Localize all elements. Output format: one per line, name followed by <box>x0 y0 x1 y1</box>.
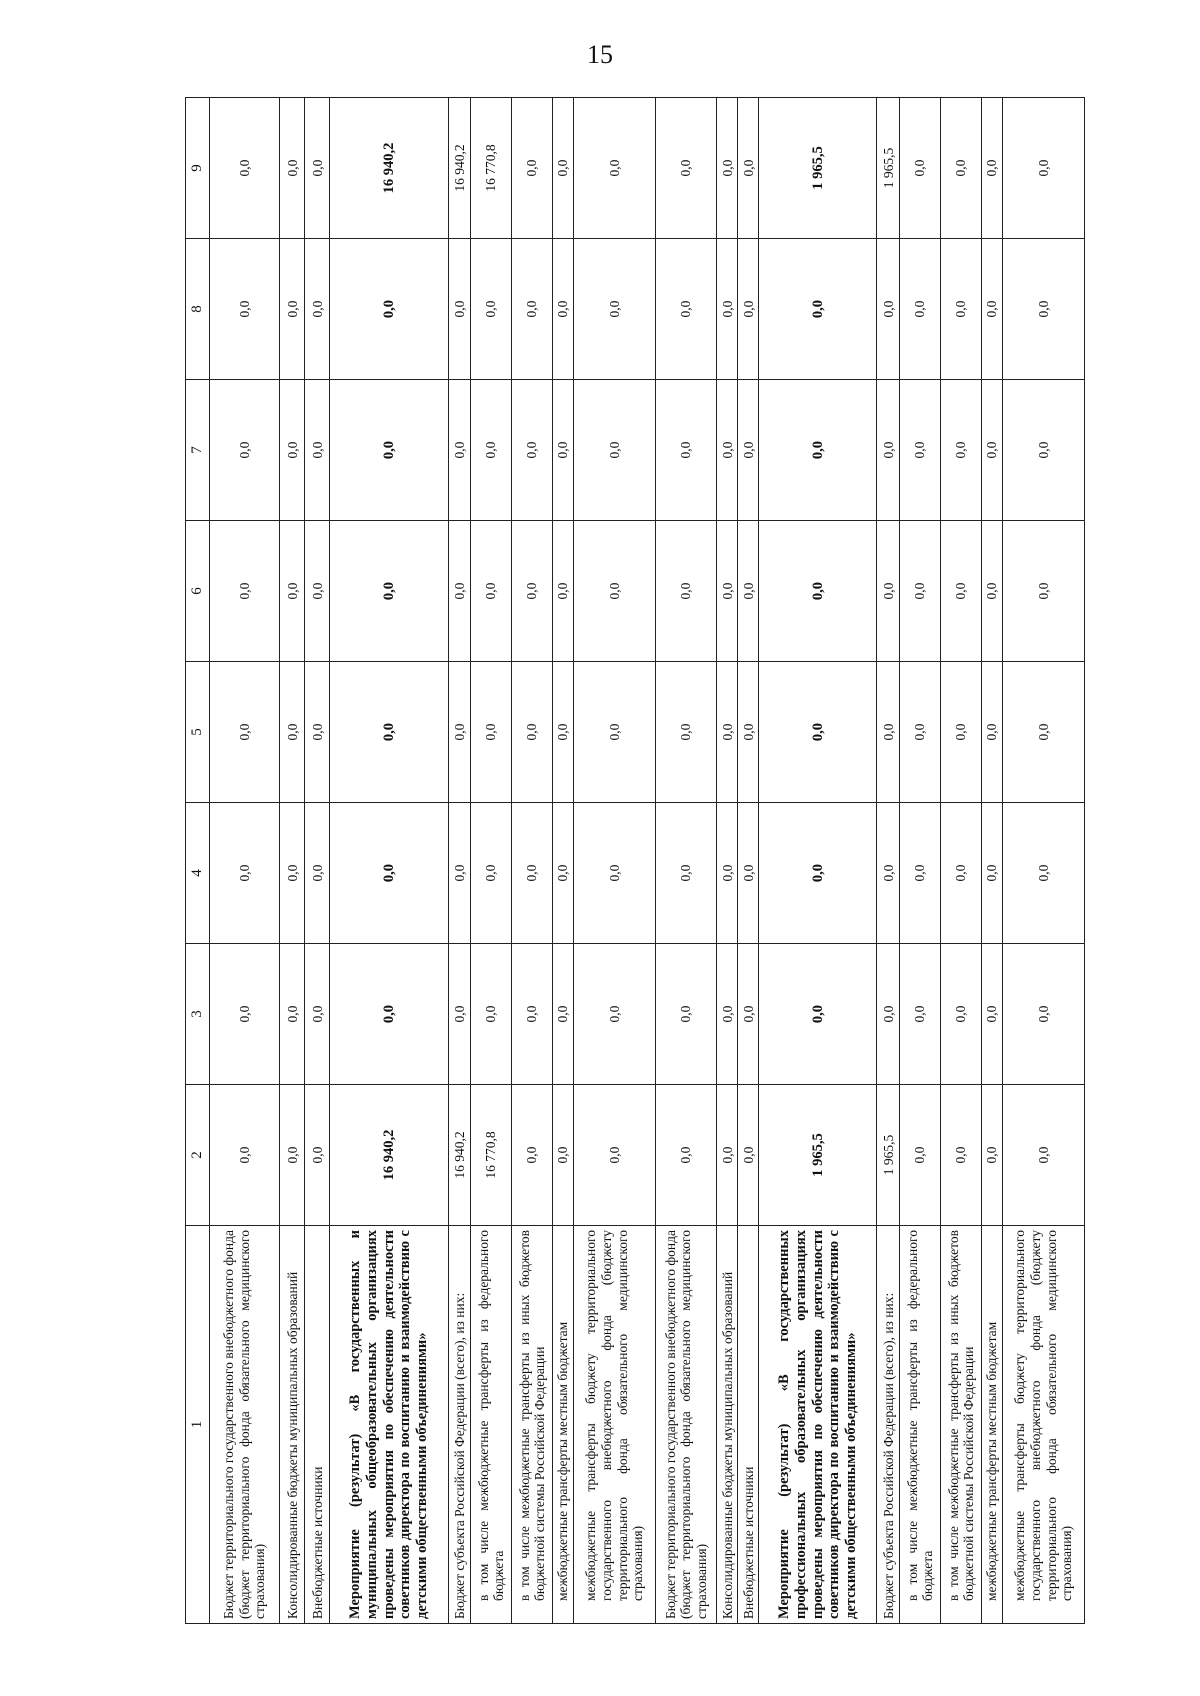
value-cell: 0,0 <box>900 944 941 1085</box>
value-cell: 16 940,2 <box>448 1085 471 1226</box>
value-cell: 16 770,8 <box>471 1085 512 1226</box>
row-label: Консолидированные бюджеты муниципальных образований <box>280 1226 305 1624</box>
header-row <box>186 98 210 1624</box>
value-cell: 0,0 <box>471 662 512 803</box>
value-cell: 0,0 <box>759 944 877 1085</box>
value-cell: 0,0 <box>900 521 941 662</box>
column-number: 2 <box>186 1085 210 1226</box>
value-cell: 0,0 <box>305 98 330 239</box>
value-cell: 0,0 <box>941 944 982 1085</box>
value-cell: 16 940,2 <box>448 98 471 239</box>
column-number: 6 <box>186 521 210 662</box>
row-label: межбюджетные трансферты местным бюджетам <box>981 1226 1002 1624</box>
value-cell: 0,0 <box>448 944 471 1085</box>
value-cell: 0,0 <box>877 239 900 380</box>
table-row <box>717 98 738 1624</box>
value-cell: 16 940,2 <box>330 98 448 239</box>
column-number: 1 <box>186 1226 210 1624</box>
value-cell: 0,0 <box>574 1085 656 1226</box>
value-cell: 0,0 <box>941 803 982 944</box>
value-cell: 0,0 <box>210 662 280 803</box>
value-cell: 0,0 <box>738 521 759 662</box>
value-cell: 0,0 <box>981 662 1002 803</box>
value-cell: 0,0 <box>280 803 305 944</box>
row-label: межбюджетные трансферты бюджету территориального государственного внебюджетного фонда (бюджету территориального фонда обязательного медицинского страхования) <box>574 1226 656 1624</box>
value-cell: 0,0 <box>280 239 305 380</box>
value-cell: 0,0 <box>738 662 759 803</box>
value-cell: 0,0 <box>717 1085 738 1226</box>
value-cell: 0,0 <box>981 521 1002 662</box>
column-number: 3 <box>186 944 210 1085</box>
value-cell: 0,0 <box>305 521 330 662</box>
row-label: Консолидированные бюджеты муниципальных образований <box>717 1226 738 1624</box>
value-cell: 0,0 <box>330 380 448 521</box>
table-row <box>448 98 471 1624</box>
row-label: межбюджетные трансферты бюджету территориального государственного внебюджетного фонда (бюджету территориального фонда обязательного медицинского страхования) <box>1003 1226 1085 1624</box>
value-cell: 0,0 <box>280 380 305 521</box>
table-row <box>655 98 716 1624</box>
table-row <box>1003 98 1085 1624</box>
value-cell: 0,0 <box>574 803 656 944</box>
value-cell: 0,0 <box>717 98 738 239</box>
value-cell: 1 965,5 <box>759 98 877 239</box>
value-cell: 0,0 <box>900 662 941 803</box>
value-cell: 0,0 <box>877 521 900 662</box>
value-cell: 0,0 <box>471 944 512 1085</box>
value-cell: 0,0 <box>512 1085 553 1226</box>
value-cell: 0,0 <box>553 1085 574 1226</box>
page-number: 15 <box>587 40 613 69</box>
value-cell: 0,0 <box>655 521 716 662</box>
row-label: Бюджет территориального государственного внебюджетного фонда (бюджет территориального фонда обязательного медицинского страхования) <box>210 1226 280 1624</box>
value-cell: 0,0 <box>738 239 759 380</box>
value-cell: 0,0 <box>210 803 280 944</box>
table-row <box>330 98 448 1624</box>
value-cell: 0,0 <box>738 98 759 239</box>
value-cell: 0,0 <box>512 803 553 944</box>
value-cell: 0,0 <box>759 803 877 944</box>
row-label: в том числе межбюджетные трансферты из федерального бюджета <box>471 1226 512 1624</box>
value-cell: 0,0 <box>574 662 656 803</box>
value-cell: 0,0 <box>759 380 877 521</box>
value-cell: 0,0 <box>738 380 759 521</box>
value-cell: 0,0 <box>574 380 656 521</box>
value-cell: 0,0 <box>330 944 448 1085</box>
value-cell: 0,0 <box>717 380 738 521</box>
value-cell: 0,0 <box>210 521 280 662</box>
value-cell: 0,0 <box>941 98 982 239</box>
value-cell: 0,0 <box>553 662 574 803</box>
value-cell: 0,0 <box>981 98 1002 239</box>
table-row <box>900 98 941 1624</box>
row-label: Мероприятие (результат) «В государственных и муниципальных общеобразовательных организациях проведены мероприятия по обеспечению деятельности советников директора по воспитанию и взаимодействию с детскими общественными объединениями» <box>330 1226 448 1624</box>
value-cell: 0,0 <box>981 803 1002 944</box>
row-label: межбюджетные трансферты местным бюджетам <box>553 1226 574 1624</box>
value-cell: 0,0 <box>280 521 305 662</box>
value-cell: 0,0 <box>877 803 900 944</box>
value-cell: 0,0 <box>900 1085 941 1226</box>
value-cell: 0,0 <box>941 380 982 521</box>
column-number: 4 <box>186 803 210 944</box>
value-cell: 0,0 <box>330 662 448 803</box>
row-label: Бюджет субъекта Российской Федерации (всего), из них: <box>877 1226 900 1624</box>
rotated-table-container <box>185 98 1085 1624</box>
value-cell: 16 770,8 <box>471 98 512 239</box>
table-row <box>512 98 553 1624</box>
value-cell: 0,0 <box>471 380 512 521</box>
value-cell: 0,0 <box>981 380 1002 521</box>
value-cell: 0,0 <box>512 380 553 521</box>
value-cell: 0,0 <box>655 98 716 239</box>
value-cell: 0,0 <box>655 944 716 1085</box>
value-cell: 0,0 <box>553 239 574 380</box>
value-cell: 1 965,5 <box>759 1085 877 1226</box>
value-cell: 0,0 <box>574 239 656 380</box>
value-cell: 0,0 <box>981 239 1002 380</box>
value-cell: 0,0 <box>1003 662 1085 803</box>
value-cell: 0,0 <box>1003 380 1085 521</box>
value-cell: 0,0 <box>1003 944 1085 1085</box>
value-cell: 0,0 <box>759 662 877 803</box>
value-cell: 0,0 <box>1003 1085 1085 1226</box>
value-cell: 0,0 <box>280 662 305 803</box>
value-cell: 0,0 <box>574 944 656 1085</box>
value-cell: 0,0 <box>512 944 553 1085</box>
value-cell: 0,0 <box>1003 239 1085 380</box>
value-cell: 0,0 <box>512 521 553 662</box>
value-cell: 0,0 <box>717 944 738 1085</box>
value-cell: 0,0 <box>877 662 900 803</box>
value-cell: 0,0 <box>759 239 877 380</box>
value-cell: 0,0 <box>941 521 982 662</box>
value-cell: 1 965,5 <box>877 98 900 239</box>
value-cell: 0,0 <box>330 239 448 380</box>
value-cell: 0,0 <box>1003 803 1085 944</box>
value-cell: 0,0 <box>900 803 941 944</box>
value-cell: 0,0 <box>448 803 471 944</box>
value-cell: 0,0 <box>759 521 877 662</box>
table-row <box>981 98 1002 1624</box>
value-cell: 0,0 <box>210 1085 280 1226</box>
value-cell: 0,0 <box>553 380 574 521</box>
value-cell: 0,0 <box>1003 98 1085 239</box>
table-row <box>738 98 759 1624</box>
value-cell: 0,0 <box>738 1085 759 1226</box>
value-cell: 0,0 <box>981 1085 1002 1226</box>
value-cell: 0,0 <box>738 803 759 944</box>
value-cell: 0,0 <box>280 1085 305 1226</box>
value-cell: 0,0 <box>941 1085 982 1226</box>
value-cell: 0,0 <box>471 239 512 380</box>
value-cell: 0,0 <box>655 239 716 380</box>
row-label: Бюджет территориального государственного внебюджетного фонда (бюджет территориального фонда обязательного медицинского страхования) <box>655 1226 716 1624</box>
value-cell: 0,0 <box>655 662 716 803</box>
value-cell: 0,0 <box>941 239 982 380</box>
budget-table <box>185 97 1085 1624</box>
value-cell: 0,0 <box>941 662 982 803</box>
value-cell: 0,0 <box>305 380 330 521</box>
value-cell: 0,0 <box>210 239 280 380</box>
value-cell: 0,0 <box>512 662 553 803</box>
value-cell: 0,0 <box>738 944 759 1085</box>
value-cell: 0,0 <box>305 1085 330 1226</box>
column-number: 7 <box>186 380 210 521</box>
value-cell: 1 965,5 <box>877 1085 900 1226</box>
value-cell: 0,0 <box>280 98 305 239</box>
value-cell: 0,0 <box>210 944 280 1085</box>
value-cell: 0,0 <box>448 662 471 803</box>
value-cell: 0,0 <box>900 98 941 239</box>
value-cell: 0,0 <box>305 944 330 1085</box>
value-cell: 0,0 <box>717 239 738 380</box>
table-row <box>471 98 512 1624</box>
value-cell: 0,0 <box>448 521 471 662</box>
value-cell: 0,0 <box>448 239 471 380</box>
value-cell: 0,0 <box>305 662 330 803</box>
value-cell: 0,0 <box>574 98 656 239</box>
value-cell: 0,0 <box>471 521 512 662</box>
value-cell: 0,0 <box>330 803 448 944</box>
value-cell: 0,0 <box>655 803 716 944</box>
row-label: в том числе межбюджетные трансферты из федерального бюджета <box>900 1226 941 1624</box>
value-cell: 0,0 <box>471 803 512 944</box>
value-cell: 0,0 <box>574 521 656 662</box>
value-cell: 0,0 <box>877 380 900 521</box>
value-cell: 0,0 <box>512 239 553 380</box>
column-number: 5 <box>186 662 210 803</box>
table-row <box>759 98 877 1624</box>
table-row <box>280 98 305 1624</box>
table-row <box>553 98 574 1624</box>
table-row <box>941 98 982 1624</box>
value-cell: 0,0 <box>717 803 738 944</box>
value-cell: 0,0 <box>448 380 471 521</box>
value-cell: 0,0 <box>330 521 448 662</box>
row-label: в том числе межбюджетные трансферты из иных бюджетов бюджетной системы Российской Федерации <box>512 1226 553 1624</box>
table-row <box>210 98 280 1624</box>
row-label: Бюджет субъекта Российской Федерации (всего), из них: <box>448 1226 471 1624</box>
value-cell: 16 940,2 <box>330 1085 448 1226</box>
table-row <box>574 98 656 1624</box>
value-cell: 0,0 <box>655 380 716 521</box>
row-label: Внебюджетные источники <box>305 1226 330 1624</box>
value-cell: 0,0 <box>512 98 553 239</box>
value-cell: 0,0 <box>717 662 738 803</box>
value-cell: 0,0 <box>1003 521 1085 662</box>
value-cell: 0,0 <box>900 239 941 380</box>
value-cell: 0,0 <box>981 944 1002 1085</box>
value-cell: 0,0 <box>877 944 900 1085</box>
column-number: 8 <box>186 239 210 380</box>
value-cell: 0,0 <box>305 239 330 380</box>
column-number: 9 <box>186 98 210 239</box>
row-label: в том числе межбюджетные трансферты из иных бюджетов бюджетной системы Российской Федерации <box>941 1226 982 1624</box>
value-cell: 0,0 <box>305 803 330 944</box>
row-label: Внебюджетные источники <box>738 1226 759 1624</box>
value-cell: 0,0 <box>210 98 280 239</box>
value-cell: 0,0 <box>210 380 280 521</box>
table-row <box>877 98 900 1624</box>
value-cell: 0,0 <box>553 803 574 944</box>
value-cell: 0,0 <box>717 521 738 662</box>
value-cell: 0,0 <box>553 98 574 239</box>
row-label: Мероприятие (результат) «В государственных профессиональных образовательных организациях проведены мероприятия по обеспечению деятельности советников директора по воспитанию и взаимодействию с детскими общественными объединениями» <box>759 1226 877 1624</box>
value-cell: 0,0 <box>655 1085 716 1226</box>
table-row <box>305 98 330 1624</box>
value-cell: 0,0 <box>553 521 574 662</box>
value-cell: 0,0 <box>553 944 574 1085</box>
value-cell: 0,0 <box>280 944 305 1085</box>
value-cell: 0,0 <box>900 380 941 521</box>
